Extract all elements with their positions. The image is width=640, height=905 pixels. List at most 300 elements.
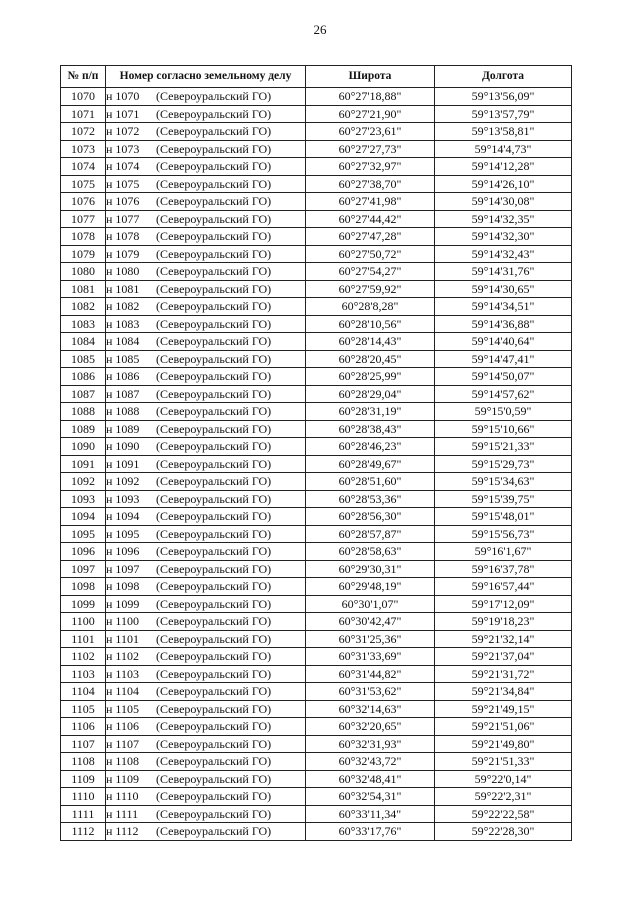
table-row [61, 315, 572, 333]
row-land-case [106, 490, 306, 508]
row-land-case [106, 210, 306, 228]
row-longitude: 59°15'39,75" [435, 490, 572, 508]
row-longitude: 59°14'32,35" [435, 210, 572, 228]
row-number: 1093 [61, 490, 106, 508]
row-longitude: 59°22'0,14" [435, 770, 572, 788]
row-land-case [106, 473, 306, 491]
row-number: 1107 [61, 735, 106, 753]
row-land-case [106, 805, 306, 823]
district-name: (Североуральский ГО) [156, 404, 272, 418]
row-longitude: 59°13'56,09" [435, 88, 572, 106]
row-land-case [106, 368, 306, 386]
row-number: 1074 [61, 158, 106, 176]
row-land-case [106, 438, 306, 456]
row-number: 1072 [61, 123, 106, 141]
row-longitude: 59°15'48,01" [435, 508, 572, 526]
table-row [61, 735, 572, 753]
district-name: (Североуральский ГО) [156, 316, 272, 331]
table-row [61, 823, 572, 841]
land-case-number: н 1070 [106, 89, 140, 103]
table-body [61, 88, 572, 841]
row-number: 1088 [61, 403, 106, 421]
row-longitude: 59°15'21,33" [435, 438, 572, 456]
district-name: (Североуральский ГО) [156, 789, 272, 803]
district-name: (Североуральский ГО) [156, 649, 272, 663]
row-latitude: 60°27'47,28" [306, 228, 435, 246]
row-longitude: 59°15'34,63" [435, 473, 572, 491]
row-number: 1097 [61, 560, 106, 578]
row-number: 1073 [61, 140, 106, 158]
district-name: (Североуральский ГО) [156, 684, 272, 698]
row-land-case [106, 280, 306, 298]
row-latitude: 60°32'43,72" [306, 753, 435, 771]
row-land-case [106, 648, 306, 666]
land-case-number: н 1102 [106, 649, 139, 663]
row-number: 1102 [61, 648, 106, 666]
table-row [61, 228, 572, 246]
row-number: 1101 [61, 630, 106, 648]
header-lat: Широта [306, 66, 435, 88]
land-case-number: н 1098 [106, 579, 140, 593]
row-number: 1103 [61, 665, 106, 683]
row-number: 1075 [61, 175, 106, 193]
row-latitude: 60°27'59,92" [306, 280, 435, 298]
row-latitude: 60°33'11,34" [306, 805, 435, 823]
row-land-case [106, 630, 306, 648]
table-row [61, 280, 572, 298]
table-header-row [61, 66, 572, 88]
table-row [61, 385, 572, 403]
row-land-case [106, 665, 306, 683]
district-name: (Североуральский ГО) [156, 106, 272, 121]
row-number: 1086 [61, 368, 106, 386]
row-land-case [106, 298, 306, 316]
row-latitude: 60°31'53,62" [306, 683, 435, 701]
row-land-case [106, 595, 306, 613]
district-name: (Североуральский ГО) [156, 211, 272, 226]
land-case-number: н 1078 [106, 229, 140, 243]
table-row [61, 350, 572, 368]
row-land-case [106, 508, 306, 526]
land-case-number: н 1088 [106, 404, 140, 418]
row-latitude: 60°27'18,88" [306, 88, 435, 106]
table-row [61, 263, 572, 281]
district-name: (Североуральский ГО) [156, 824, 272, 838]
district-name: (Североуральский ГО) [156, 89, 272, 103]
land-case-number: н 1082 [106, 299, 140, 313]
row-longitude: 59°14'30,08" [435, 193, 572, 211]
row-latitude: 60°28'49,67" [306, 455, 435, 473]
row-latitude: 60°27'32,97" [306, 158, 435, 176]
row-longitude: 59°14'34,51" [435, 298, 572, 316]
row-latitude: 60°27'44,42" [306, 210, 435, 228]
row-number: 1104 [61, 683, 106, 701]
row-longitude: 59°21'49,15" [435, 700, 572, 718]
table-row [61, 158, 572, 176]
land-case-number: н 1071 [106, 106, 140, 121]
land-case-number: н 1100 [106, 614, 139, 628]
row-land-case [106, 700, 306, 718]
row-number: 1095 [61, 525, 106, 543]
table-row [61, 105, 572, 123]
district-name: (Североуральский ГО) [156, 456, 272, 471]
land-case-number: н 1106 [106, 719, 139, 733]
row-land-case [106, 385, 306, 403]
district-name: (Североуральский ГО) [156, 509, 272, 523]
land-case-number: н 1085 [106, 351, 140, 366]
row-number: 1079 [61, 245, 106, 263]
land-case-number: н 1096 [106, 544, 140, 558]
land-case-number: н 1076 [106, 194, 140, 208]
row-longitude: 59°14'31,76" [435, 263, 572, 281]
district-name: (Североуральский ГО) [156, 544, 272, 558]
row-number: 1070 [61, 88, 106, 106]
land-case-number: н 1094 [106, 509, 140, 523]
row-land-case [106, 350, 306, 368]
table-row [61, 88, 572, 106]
table-row [61, 175, 572, 193]
land-case-number: н 1093 [106, 491, 140, 506]
row-longitude: 59°19'18,23" [435, 613, 572, 631]
row-land-case [106, 525, 306, 543]
district-name: (Североуральский ГО) [156, 386, 272, 401]
row-land-case [106, 175, 306, 193]
row-longitude: 59°14'26,10" [435, 175, 572, 193]
row-land-case [106, 560, 306, 578]
district-name: (Североуральский ГО) [156, 281, 272, 296]
row-longitude: 59°13'57,79" [435, 105, 572, 123]
row-land-case [106, 158, 306, 176]
table-row [61, 455, 572, 473]
row-number: 1081 [61, 280, 106, 298]
row-latitude: 60°27'21,90" [306, 105, 435, 123]
row-longitude: 59°14'57,62" [435, 385, 572, 403]
row-longitude: 59°14'12,28" [435, 158, 572, 176]
land-case-number: н 1077 [106, 211, 140, 226]
row-latitude: 60°32'14,63" [306, 700, 435, 718]
row-number: 1096 [61, 543, 106, 561]
row-land-case [106, 105, 306, 123]
table-row [61, 368, 572, 386]
land-case-number: н 1087 [106, 386, 140, 401]
row-latitude: 60°31'25,36" [306, 630, 435, 648]
district-name: (Североуральский ГО) [156, 421, 272, 436]
row-latitude: 60°27'38,70" [306, 175, 435, 193]
row-latitude: 60°27'41,98" [306, 193, 435, 211]
district-name: (Североуральский ГО) [156, 754, 272, 768]
land-case-number: н 1111 [106, 806, 139, 821]
row-latitude: 60°27'23,61" [306, 123, 435, 141]
land-case-number: н 1105 [106, 701, 139, 716]
table-row [61, 578, 572, 596]
row-number: 1098 [61, 578, 106, 596]
row-longitude: 59°21'37,04" [435, 648, 572, 666]
row-latitude: 60°31'44,82" [306, 665, 435, 683]
land-case-number: н 1086 [106, 369, 140, 383]
row-land-case [106, 263, 306, 281]
land-case-number: н 1107 [106, 736, 139, 751]
row-latitude: 60°30'1,07" [306, 595, 435, 613]
district-name: (Североуральский ГО) [156, 246, 272, 261]
row-latitude: 60°32'31,93" [306, 735, 435, 753]
land-case-number: н 1080 [106, 264, 140, 278]
table-row [61, 630, 572, 648]
district-name: (Североуральский ГО) [156, 579, 272, 593]
district-name: (Североуральский ГО) [156, 614, 272, 628]
row-number: 1105 [61, 700, 106, 718]
district-name: (Североуральский ГО) [156, 176, 272, 191]
page-number: 26 [313, 22, 327, 37]
row-latitude: 60°28'56,30" [306, 508, 435, 526]
table-row [61, 525, 572, 543]
row-number: 1071 [61, 105, 106, 123]
header-lon: Долгота [435, 66, 572, 88]
land-case-number: н 1109 [106, 771, 139, 786]
row-number: 1083 [61, 315, 106, 333]
land-case-number: н 1079 [106, 246, 140, 261]
table-row [61, 613, 572, 631]
district-name: (Североуральский ГО) [156, 334, 272, 348]
table-row [61, 473, 572, 491]
row-number: 1082 [61, 298, 106, 316]
row-number: 1087 [61, 385, 106, 403]
district-name: (Североуральский ГО) [156, 491, 272, 506]
district-name: (Североуральский ГО) [156, 561, 272, 576]
table-row [61, 665, 572, 683]
row-latitude: 60°28'46,23" [306, 438, 435, 456]
row-land-case [106, 228, 306, 246]
row-land-case [106, 403, 306, 421]
land-case-number: н 1112 [106, 824, 139, 838]
row-latitude: 60°28'51,60" [306, 473, 435, 491]
district-name: (Североуральский ГО) [156, 351, 272, 366]
row-land-case [106, 788, 306, 806]
district-name: (Североуральский ГО) [156, 719, 272, 733]
row-latitude: 60°33'17,76" [306, 823, 435, 841]
row-latitude: 60°28'20,45" [306, 350, 435, 368]
row-land-case [106, 543, 306, 561]
row-latitude: 60°28'38,43" [306, 420, 435, 438]
district-name: (Североуральский ГО) [156, 439, 272, 453]
row-number: 1106 [61, 718, 106, 736]
row-latitude: 60°28'25,99" [306, 368, 435, 386]
row-land-case [106, 735, 306, 753]
district-name: (Североуральский ГО) [156, 159, 272, 173]
row-latitude: 60°28'57,87" [306, 525, 435, 543]
row-longitude: 59°22'22,58" [435, 805, 572, 823]
table-row [61, 123, 572, 141]
land-case-number: н 1101 [106, 631, 139, 646]
row-longitude: 59°15'10,66" [435, 420, 572, 438]
row-land-case [106, 770, 306, 788]
table-row [61, 403, 572, 421]
row-number: 1076 [61, 193, 106, 211]
row-longitude: 59°14'32,30" [435, 228, 572, 246]
row-longitude: 59°14'32,43" [435, 245, 572, 263]
row-latitude: 60°27'54,27" [306, 263, 435, 281]
land-case-number: н 1103 [106, 666, 139, 681]
coordinates-table [60, 65, 572, 841]
row-longitude: 59°15'0,59" [435, 403, 572, 421]
row-longitude: 59°21'31,72" [435, 665, 572, 683]
header-name: Номер согласно земельному делу [106, 66, 306, 88]
row-longitude: 59°14'30,65" [435, 280, 572, 298]
land-case-number: н 1084 [106, 334, 140, 348]
land-case-number: н 1083 [106, 316, 140, 331]
land-case-number: н 1108 [106, 754, 139, 768]
land-case-number: н 1091 [106, 456, 140, 471]
table-row [61, 508, 572, 526]
district-name: (Североуральский ГО) [156, 229, 272, 243]
row-land-case [106, 140, 306, 158]
district-name: (Североуральский ГО) [156, 771, 272, 786]
row-land-case [106, 718, 306, 736]
table-row [61, 700, 572, 718]
row-land-case [106, 455, 306, 473]
row-land-case [106, 420, 306, 438]
row-number: 1108 [61, 753, 106, 771]
row-longitude: 59°22'2,31" [435, 788, 572, 806]
land-case-number: н 1090 [106, 439, 140, 453]
row-number: 1094 [61, 508, 106, 526]
row-land-case [106, 245, 306, 263]
district-name: (Североуральский ГО) [156, 124, 272, 138]
row-number: 1077 [61, 210, 106, 228]
row-latitude: 60°28'53,36" [306, 490, 435, 508]
row-longitude: 59°15'56,73" [435, 525, 572, 543]
row-land-case [106, 315, 306, 333]
row-longitude: 59°14'40,64" [435, 333, 572, 351]
district-name: (Североуральский ГО) [156, 526, 272, 541]
row-longitude: 59°21'51,06" [435, 718, 572, 736]
district-name: (Североуральский ГО) [156, 369, 272, 383]
district-name: (Североуральский ГО) [156, 141, 272, 156]
row-number: 1080 [61, 263, 106, 281]
land-case-number: н 1092 [106, 474, 140, 488]
land-case-number: н 1095 [106, 526, 140, 541]
row-land-case [106, 753, 306, 771]
row-land-case [106, 613, 306, 631]
row-longitude: 59°21'34,84" [435, 683, 572, 701]
table-row [61, 718, 572, 736]
row-longitude: 59°14'47,41" [435, 350, 572, 368]
row-latitude: 60°31'33,69" [306, 648, 435, 666]
row-number: 1085 [61, 350, 106, 368]
table-row [61, 753, 572, 771]
table-row [61, 683, 572, 701]
table-row [61, 560, 572, 578]
row-number: 1112 [61, 823, 106, 841]
row-latitude: 60°27'50,72" [306, 245, 435, 263]
district-name: (Североуральский ГО) [156, 264, 272, 278]
district-name: (Североуральский ГО) [156, 299, 272, 313]
row-number: 1092 [61, 473, 106, 491]
row-land-case [106, 578, 306, 596]
row-latitude: 60°28'29,04" [306, 385, 435, 403]
row-land-case [106, 123, 306, 141]
header-num: № п/п [61, 66, 106, 88]
row-number: 1099 [61, 595, 106, 613]
row-latitude: 60°32'48,41" [306, 770, 435, 788]
row-longitude: 59°21'32,14" [435, 630, 572, 648]
row-latitude: 60°32'20,65" [306, 718, 435, 736]
row-number: 1110 [61, 788, 106, 806]
row-longitude: 59°15'29,73" [435, 455, 572, 473]
table-row [61, 788, 572, 806]
row-latitude: 60°28'10,56" [306, 315, 435, 333]
table-row [61, 333, 572, 351]
district-name: (Североуральский ГО) [156, 666, 272, 681]
row-longitude: 59°13'58,81" [435, 123, 572, 141]
row-longitude: 59°21'49,80" [435, 735, 572, 753]
land-case-number: н 1089 [106, 421, 140, 436]
table-row [61, 245, 572, 263]
row-longitude: 59°16'57,44" [435, 578, 572, 596]
row-latitude: 60°28'31,19" [306, 403, 435, 421]
row-latitude: 60°30'42,47" [306, 613, 435, 631]
table-row [61, 140, 572, 158]
land-case-number: н 1097 [106, 561, 140, 576]
district-name: (Североуральский ГО) [156, 736, 272, 751]
table-row [61, 490, 572, 508]
table-row [61, 595, 572, 613]
row-longitude: 59°14'4,73" [435, 140, 572, 158]
district-name: (Североуральский ГО) [156, 596, 272, 611]
land-case-number: н 1081 [106, 281, 140, 296]
land-case-number: н 1075 [106, 176, 140, 191]
land-case-number: н 1104 [106, 684, 139, 698]
land-case-number: н 1073 [106, 141, 140, 156]
table-row [61, 648, 572, 666]
row-number: 1111 [61, 805, 106, 823]
land-case-number: н 1072 [106, 124, 140, 138]
row-latitude: 60°28'14,43" [306, 333, 435, 351]
district-name: (Североуральский ГО) [156, 806, 272, 821]
table-row [61, 420, 572, 438]
row-number: 1084 [61, 333, 106, 351]
table-row [61, 543, 572, 561]
row-longitude: 59°16'37,78" [435, 560, 572, 578]
row-number: 1100 [61, 613, 106, 631]
row-land-case [106, 823, 306, 841]
table-row [61, 805, 572, 823]
row-latitude: 60°29'30,31" [306, 560, 435, 578]
land-case-number: н 1074 [106, 159, 140, 173]
row-longitude: 59°17'12,09" [435, 595, 572, 613]
district-name: (Североуральский ГО) [156, 194, 272, 208]
row-number: 1109 [61, 770, 106, 788]
row-latitude: 60°32'54,31" [306, 788, 435, 806]
row-longitude: 59°14'36,88" [435, 315, 572, 333]
district-name: (Североуральский ГО) [156, 631, 272, 646]
row-latitude: 60°28'58,63" [306, 543, 435, 561]
table-row [61, 298, 572, 316]
row-number: 1091 [61, 455, 106, 473]
land-case-number: н 1099 [106, 596, 140, 611]
row-number: 1089 [61, 420, 106, 438]
row-longitude: 59°14'50,07" [435, 368, 572, 386]
row-land-case [106, 193, 306, 211]
land-case-number: н 1110 [106, 789, 139, 803]
row-latitude: 60°29'48,19" [306, 578, 435, 596]
row-longitude: 59°22'28,30" [435, 823, 572, 841]
row-land-case [106, 683, 306, 701]
district-name: (Североуральский ГО) [156, 474, 272, 488]
row-number: 1090 [61, 438, 106, 456]
row-longitude: 59°21'51,33" [435, 753, 572, 771]
district-name: (Североуральский ГО) [156, 701, 272, 716]
row-land-case [106, 88, 306, 106]
